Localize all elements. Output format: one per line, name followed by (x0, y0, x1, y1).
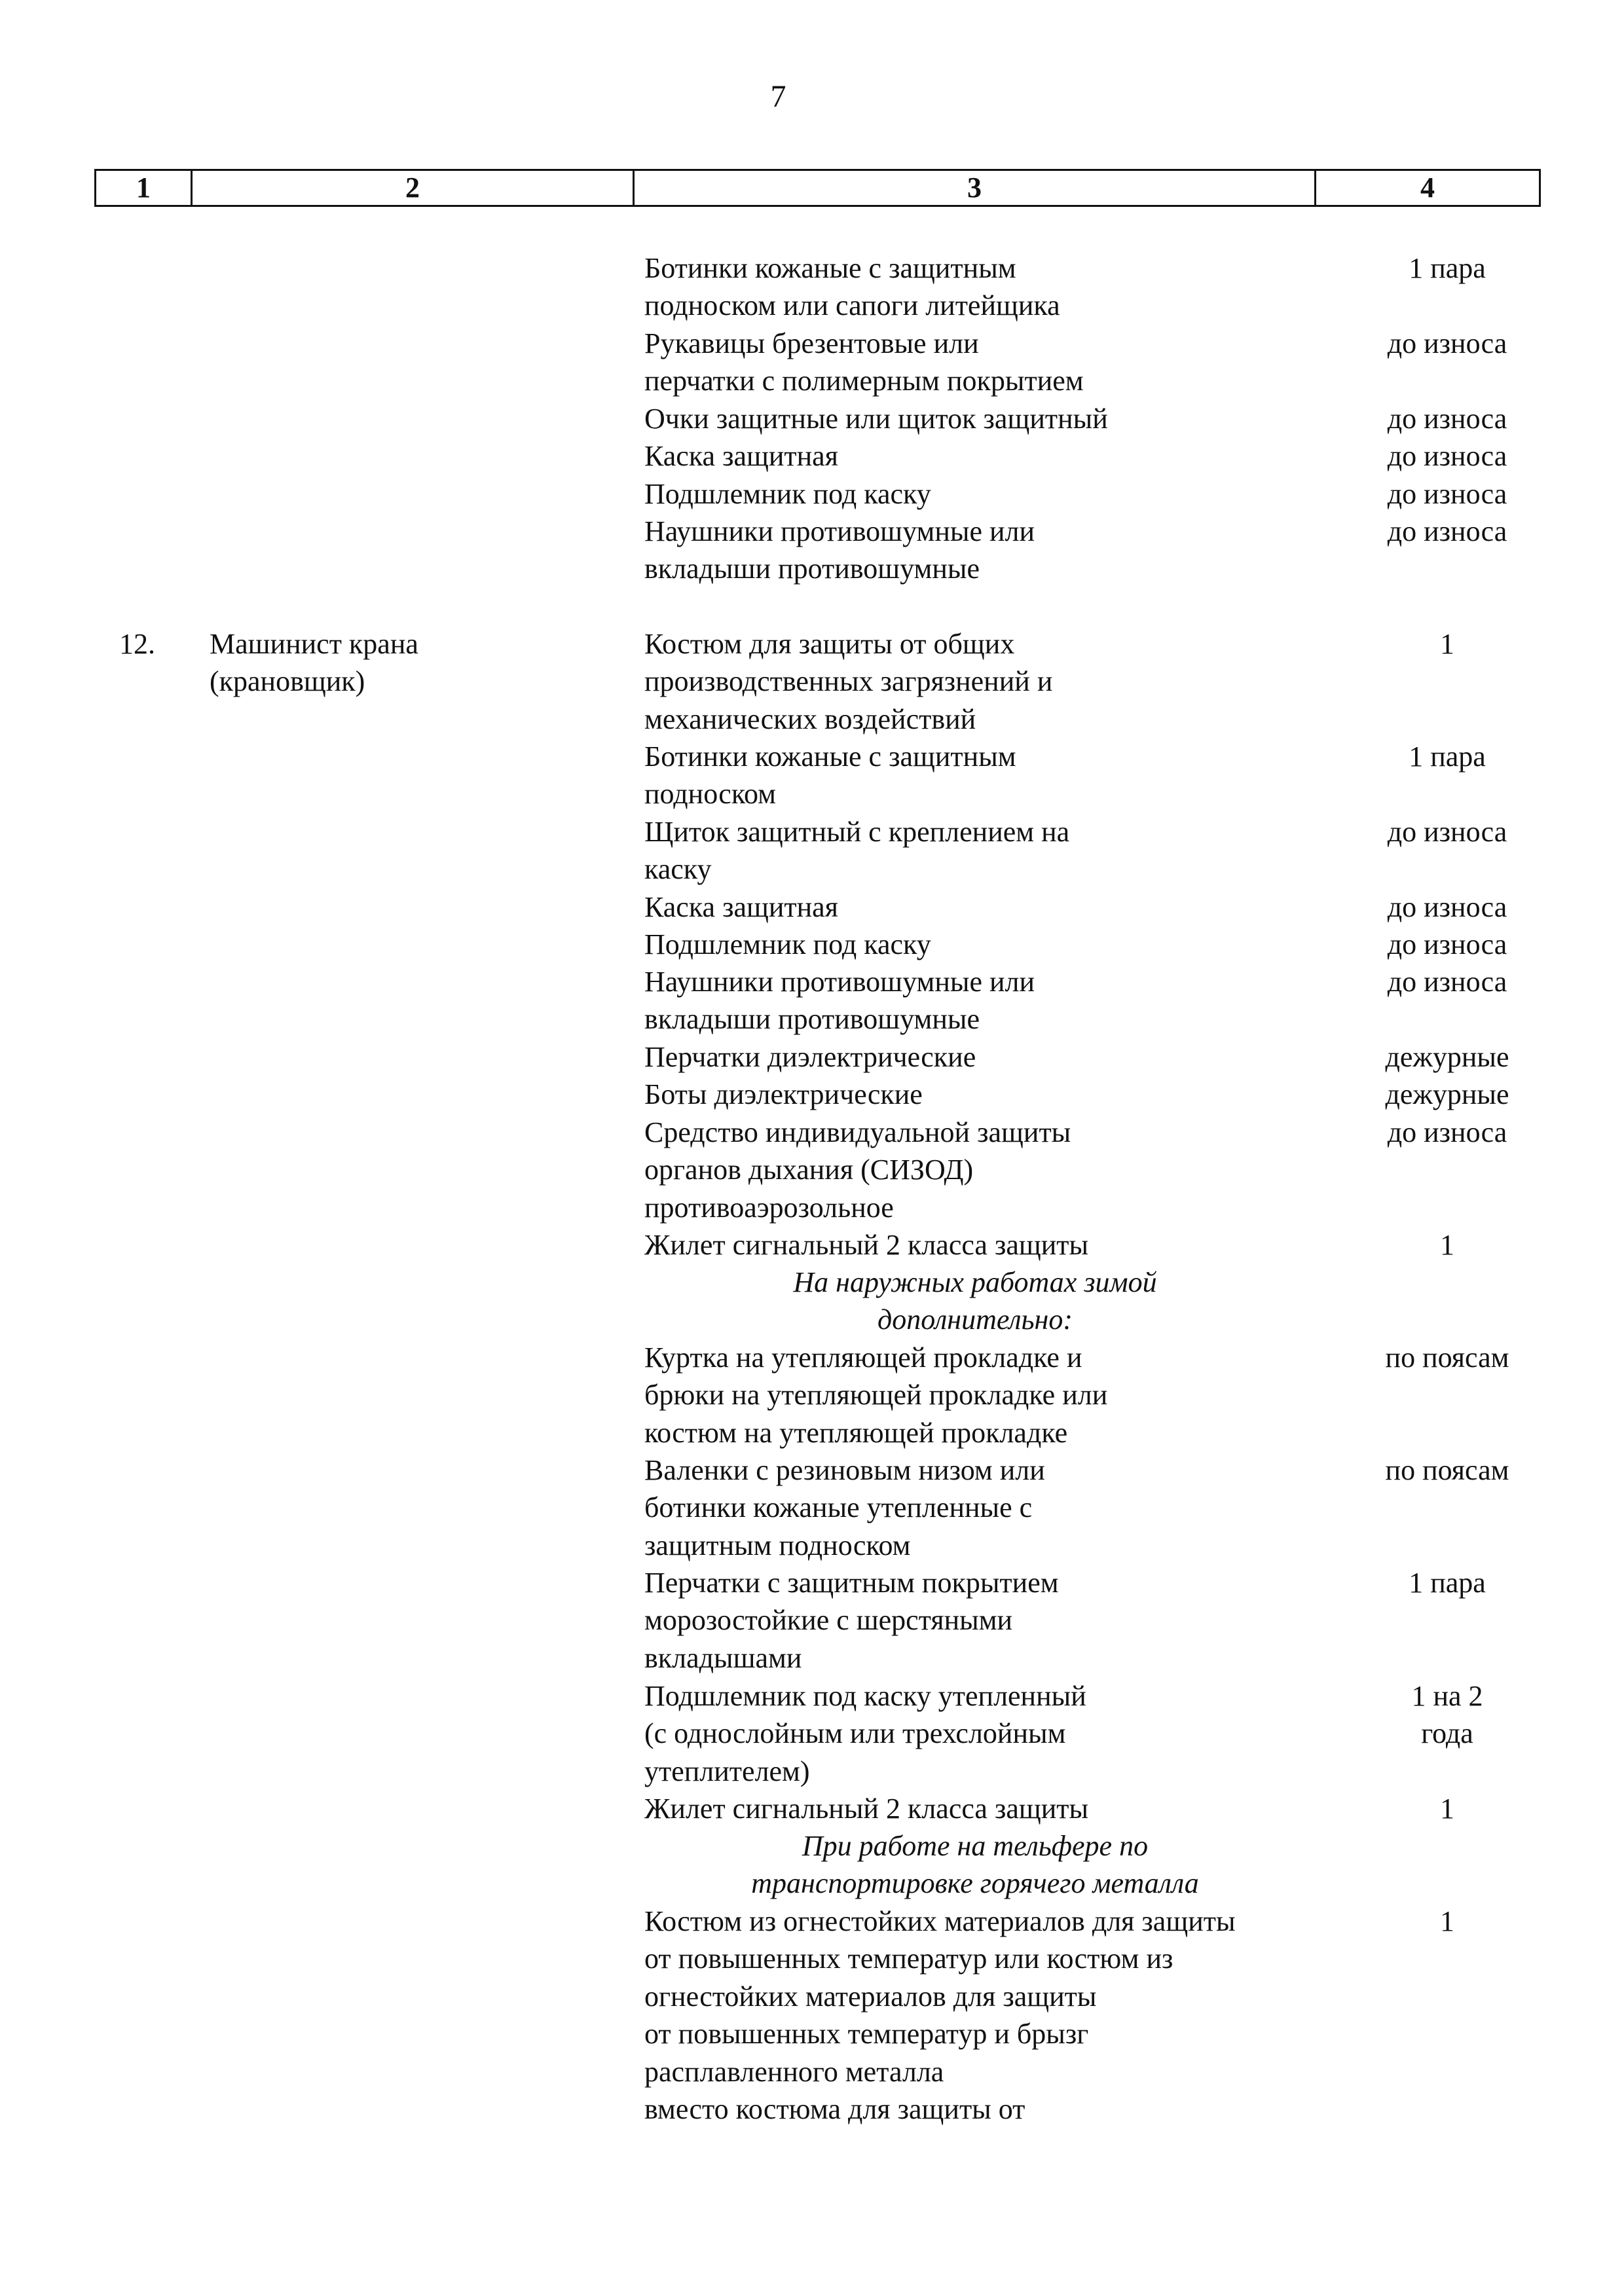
ppe-item: Подшлемник под каску утепленный (с однослойным или трехслойным утеплителем) (644, 1680, 1086, 1787)
ppe-quantity: до износа (1387, 966, 1507, 998)
ppe-item: Наушники противошумные или вкладыши противошумные (644, 966, 1035, 1036)
ppe-quantity: до износа (1387, 515, 1507, 547)
ppe-item: Костюм для защиты от общих производственных загрязнений и механических воздействий (644, 628, 1053, 735)
ppe-quantity: по поясам (1385, 1341, 1509, 1374)
ppe-quantity: до износа (1387, 816, 1507, 848)
ppe-quantity: до износа (1387, 327, 1507, 359)
header-col-4: 4 (1420, 172, 1435, 204)
ppe-quantity: дежурные (1385, 1078, 1509, 1110)
ppe-quantity: до износа (1387, 1116, 1507, 1148)
ppe-item: Средство индивидуальной защиты органов дыхания (СИЗОД) противоаэрозольное (644, 1116, 1071, 1224)
ppe-item: Наушники противошумные или вкладыши противошумные (644, 515, 1035, 585)
entry-number: 12. (119, 628, 155, 660)
ppe-item: Перчатки с защитным покрытием морозостойкие с шерстяными вкладышами (644, 1567, 1059, 1674)
ppe-item: Рукавицы брезентовые или перчатки с полимерным покрытием (644, 327, 1084, 397)
ppe-item: Перчатки диэлектрические (644, 1041, 976, 1073)
ppe-item: Ботинки кожаные с защитным подноском или сапоги литейщика (644, 252, 1060, 322)
ppe-item: Жилет сигнальный 2 класса защиты (644, 1793, 1089, 1825)
ppe-quantity: по поясам (1385, 1454, 1509, 1486)
job-title: Машинист крана (крановщик) (210, 628, 418, 698)
ppe-quantity: 1 пара (1409, 1567, 1486, 1599)
ppe-quantity: до износа (1387, 440, 1507, 472)
header-col-2: 2 (193, 171, 635, 205)
ppe-quantity: 1 (1440, 1793, 1454, 1825)
ppe-quantity: до износа (1387, 928, 1507, 960)
ppe-item: Очки защитные или щиток защитный (644, 403, 1108, 435)
ppe-item: Костюм из огнестойких материалов для защиты от повышенных температур или костюм из огнестойких материалов для защиты от повышенных температур и брызг расплавленного металла вместо костюма для защиты от (644, 1905, 1236, 2126)
ppe-item: Подшлемник под каску (644, 928, 931, 960)
ppe-item: Щиток защитный с креплением на каску (644, 816, 1070, 886)
ppe-quantity: 1 пара (1409, 252, 1486, 284)
ppe-item: Валенки с резиновым низом или ботинки кожаные утепленные с защитным подноском (644, 1454, 1045, 1561)
page-number: 7 (770, 79, 786, 114)
header-col-1: 1 (96, 171, 193, 205)
winter-note: На наружных работах зимой дополнительно: (793, 1266, 1157, 1336)
ppe-item: Подшлемник под каску (644, 478, 931, 510)
ppe-quantity: 1 пара (1409, 740, 1486, 773)
ppe-quantity: до износа (1387, 891, 1507, 923)
ppe-item: Боты диэлектрические (644, 1078, 923, 1110)
header-col-3: 3 (635, 171, 1316, 205)
ppe-quantity: 1 (1440, 628, 1454, 660)
ppe-item: Куртка на утепляющей прокладке и брюки на утепляющей прокладке или костюм на утепляющей прокладке (644, 1341, 1108, 1449)
ppe-quantity: дежурные (1385, 1041, 1509, 1073)
ppe-quantity: 1 на 2 года (1411, 1680, 1483, 1750)
ppe-quantity: до износа (1387, 478, 1507, 510)
ppe-item: Каска защитная (644, 440, 838, 472)
telfer-note: При работе на тельфере по транспортировке горячего металла (751, 1830, 1199, 1900)
table-header (94, 169, 1541, 207)
ppe-quantity: 1 (1440, 1905, 1454, 1937)
ppe-quantity: до износа (1387, 403, 1507, 435)
ppe-item: Ботинки кожаные с защитным подноском (644, 740, 1016, 811)
ppe-item: Жилет сигнальный 2 класса защиты (644, 1229, 1089, 1261)
ppe-quantity: 1 (1440, 1229, 1454, 1261)
ppe-item: Каска защитная (644, 891, 838, 923)
